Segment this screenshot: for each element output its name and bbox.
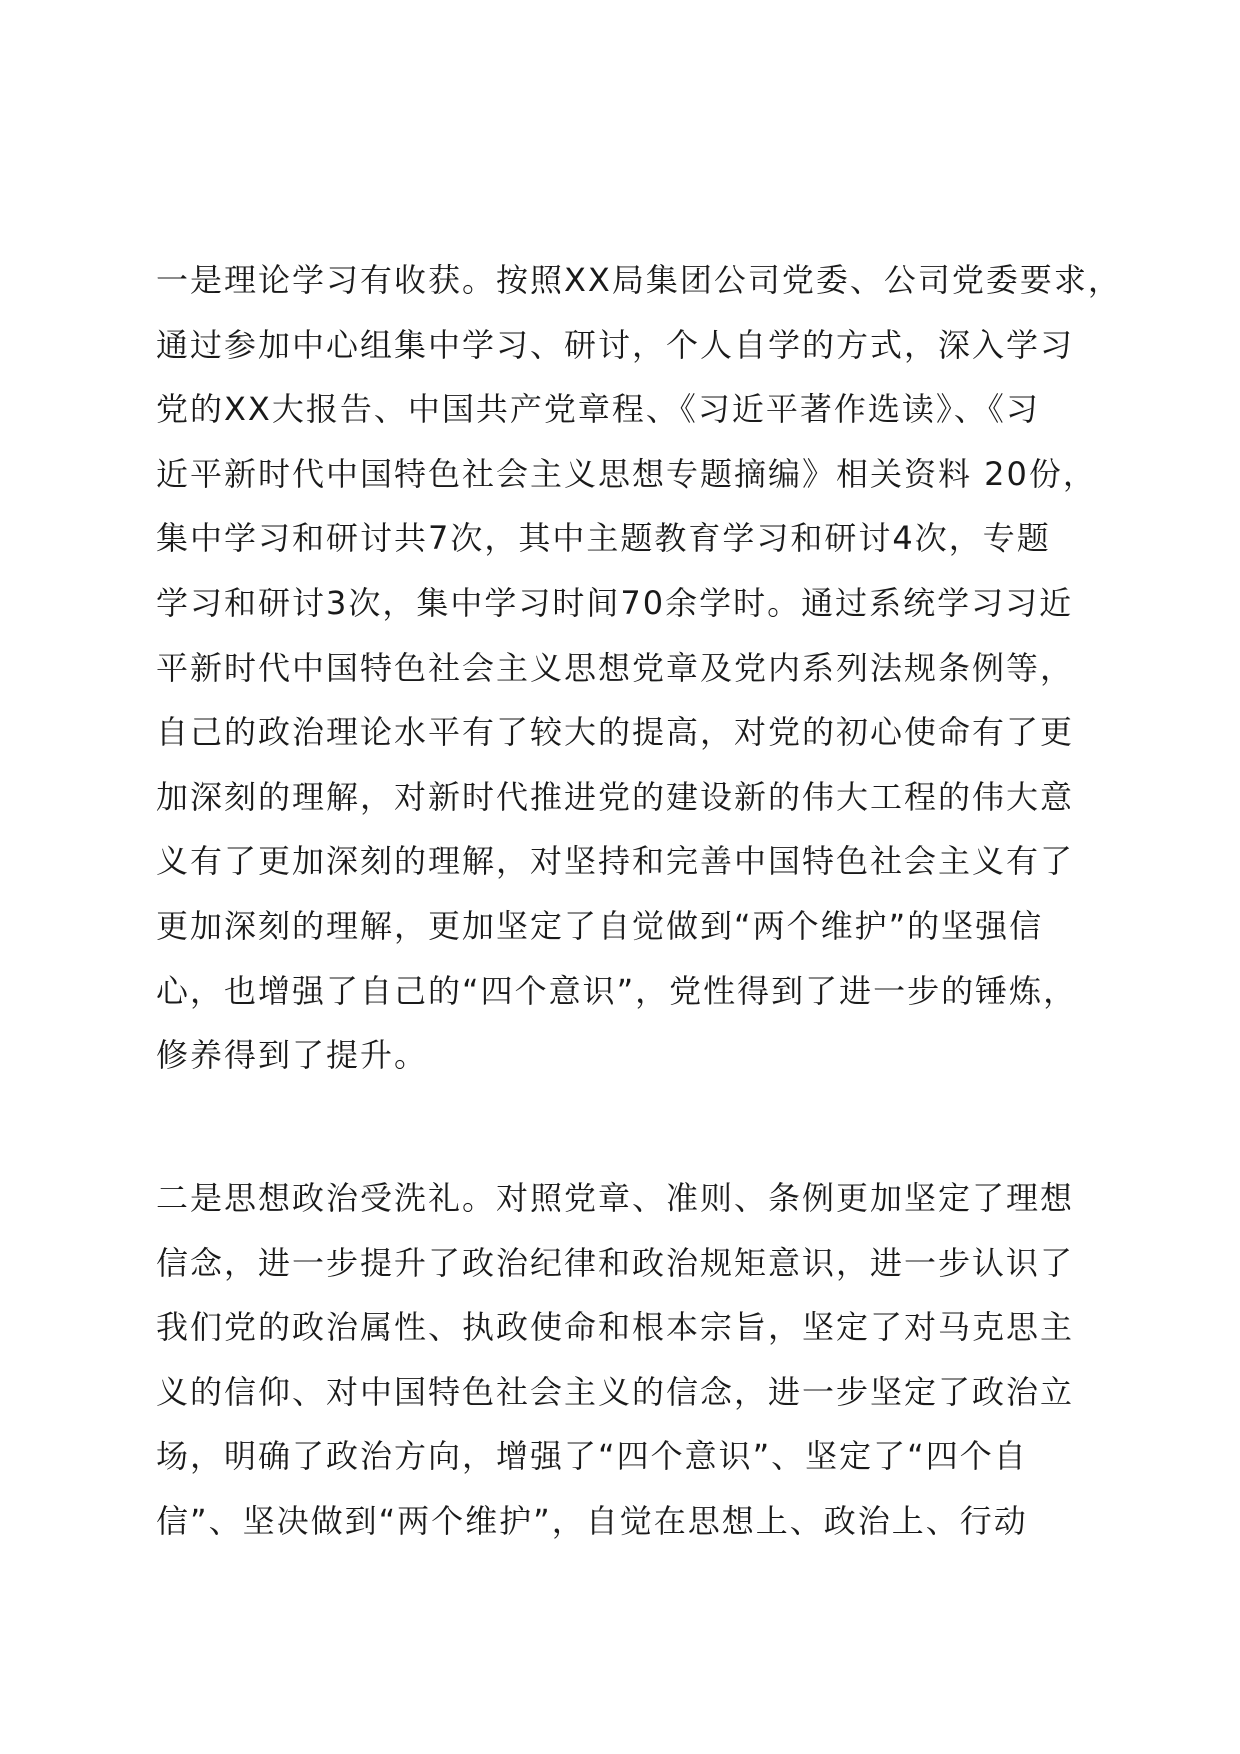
paragraph-line: 义有了更加深刻的理解，对坚持和完善中国特色社会主义有了 [156, 842, 1075, 881]
paragraph-line: 修养得到了提升。 [156, 1036, 429, 1075]
paragraph-line: 我们党的政治属性、执政使命和根本宗旨，坚定了对马克思主 [156, 1308, 1075, 1347]
paragraph-line: 信念，进一步提升了政治纪律和政治规矩意识，进一步认识了 [156, 1243, 1075, 1282]
paragraph-line: 集中学习和研讨共7次，其中主题教育学习和研讨4次，专题 [156, 519, 1051, 558]
paragraph-line: 更加深刻的理解，更加坚定了自觉做到“两个维护”的坚强信 [156, 906, 1044, 945]
paragraph-line: 加深刻的理解，对新时代推进党的建设新的伟大工程的伟大意 [156, 777, 1075, 816]
paragraph-line: 义的信仰、对中国特色社会主义的信念，进一步坚定了政治立 [156, 1372, 1075, 1411]
paragraph-political-ideology [156, 1166, 1096, 1554]
paragraph-line: 信”、坚决做到“两个维护”，自觉在思想上、政治上、行动 [156, 1501, 1028, 1540]
paragraph-line: 通过参加中心组集中学习、研讨，个人自学的方式，深入学习 [156, 325, 1075, 364]
paragraph-line: 近平新时代中国特色社会主义思想专题摘编》相关资料 20份， [156, 454, 1097, 493]
paragraph-line: 党的XX大报告、中国共产党章程、《习近平著作选读》、《习 [156, 390, 1040, 429]
paragraph-line: 学习和研讨3次，集中学习时间70余学时。通过系统学习习近 [156, 583, 1074, 622]
paragraph-line: 二是思想政治受洗礼。对照党章、准则、条例更加坚定了理想 [156, 1179, 1075, 1217]
paragraph-line: 一是理论学习有收获。按照XX局集团公司党委、公司党委要求， [156, 261, 1122, 299]
paragraph-line: 场，明确了政治方向，增强了“四个意识”、坚定了“四个自 [156, 1437, 1028, 1476]
paragraph-theory-study [156, 248, 1122, 1088]
paragraph-line: 平新时代中国特色社会主义思想党章及党内系列法规条例等， [156, 648, 1075, 687]
paragraph-line: 心，也增强了自己的“四个意识”，党性得到了进一步的锤炼， [156, 971, 1078, 1010]
paragraph-line: 自己的政治理论水平有了较大的提高，对党的初心使命有了更 [156, 713, 1075, 752]
